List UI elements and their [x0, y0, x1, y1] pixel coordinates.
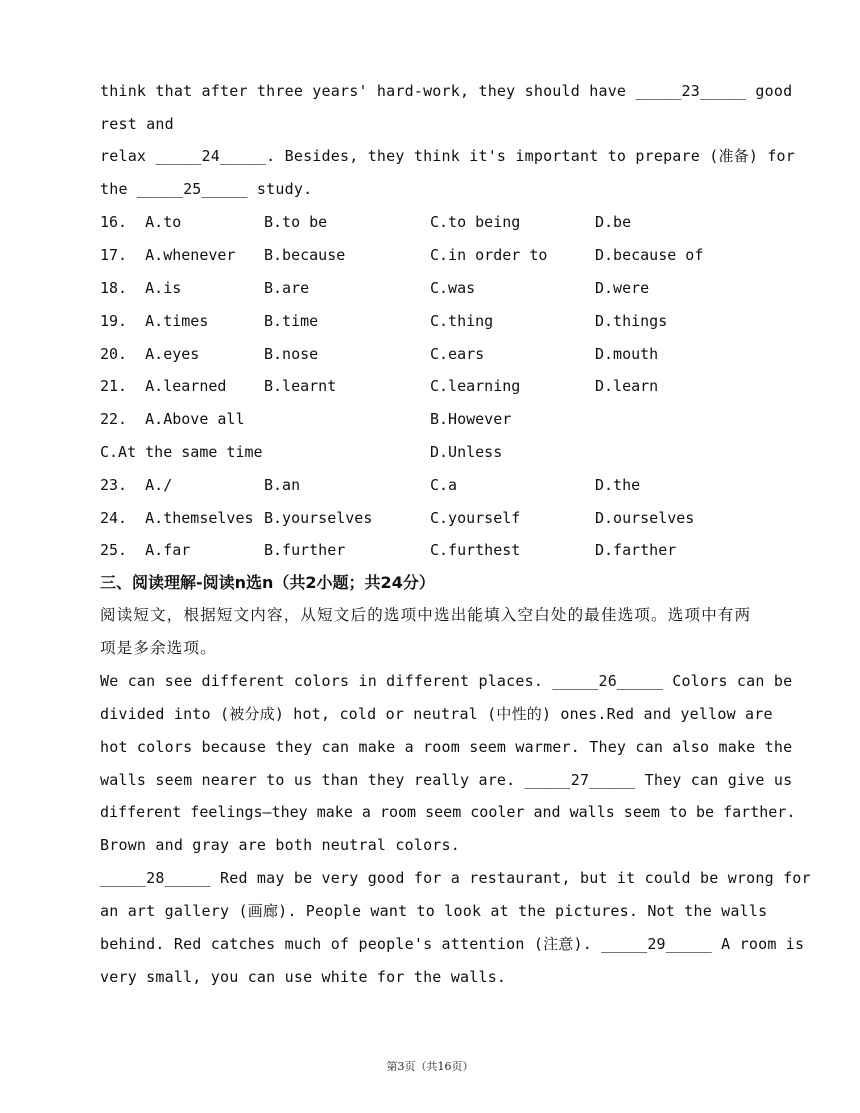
option-b: B.learnt — [264, 377, 337, 395]
option-d: D.because of — [595, 246, 704, 264]
instruction-line: 阅读短文，根据短文内容，从短文后的选项中选出能填入空白处的最佳选项。选项中有两 — [100, 606, 752, 624]
passage-line: We can see different colors in different places. _____26_____ Colors can be — [100, 672, 793, 690]
option-c: C.a — [430, 476, 458, 494]
passage-line: hot colors because they can make a room seem warmer. They can also make the — [100, 738, 793, 756]
question-17-options — [100, 245, 800, 265]
passage-line: the _____25_____ study. — [100, 180, 313, 198]
option-c: C.At the same time — [100, 443, 263, 461]
option-d: D.the — [595, 476, 641, 494]
instruction-line: 项是多余选项。 — [100, 639, 217, 657]
option-c: C.furthest — [430, 541, 521, 559]
passage-line: divided into (被分成) hot, cold or neutral (中性的) ones.Red and yellow are — [100, 705, 773, 723]
option-b: B.because — [264, 246, 346, 264]
option-b: B.yourselves — [264, 509, 373, 527]
question-22-options-row1 — [100, 409, 800, 429]
passage-line: very small, you can use white for the walls. — [100, 968, 507, 986]
option-c: C.in order to — [430, 246, 548, 264]
option-b: B.to be — [264, 213, 328, 231]
section-heading: 三、阅读理解-阅读n选n（共2小题；共24分） — [100, 573, 435, 592]
question-16-options — [100, 212, 800, 232]
passage-line: think that after three years' hard-work, they should have _____23_____ good — [100, 82, 793, 100]
question-number: 17. A.whenever — [100, 246, 236, 264]
passage-line: Brown and gray are both neutral colors. — [100, 836, 460, 854]
question-21-options — [100, 376, 800, 396]
option-b: B.an — [264, 476, 301, 494]
option-c: C.learning — [430, 377, 521, 395]
question-number: 20. A.eyes — [100, 345, 200, 363]
option-c: C.was — [430, 279, 476, 297]
option-c: C.yourself — [430, 509, 521, 527]
option-d: D.things — [595, 312, 668, 330]
passage-line: rest and — [100, 115, 174, 133]
passage-line: relax _____24_____. Besides, they think it's important to prepare (准备) for — [100, 147, 796, 165]
option-b: B.are — [264, 279, 310, 297]
option-d: D.ourselves — [595, 509, 695, 527]
passage-line: an art gallery (画廊). People want to look at the pictures. Not the walls — [100, 902, 768, 920]
option-b: B.time — [264, 312, 319, 330]
option-c: C.thing — [430, 312, 494, 330]
question-24-options — [100, 508, 800, 528]
option-d: D.were — [595, 279, 650, 297]
option-d: D.Unless — [430, 443, 503, 461]
question-25-options — [100, 540, 800, 560]
question-number: 23. A./ — [100, 476, 173, 494]
question-number: 22. A.Above all — [100, 410, 245, 428]
question-18-options — [100, 278, 800, 298]
option-d: D.farther — [595, 541, 677, 559]
question-20-options — [100, 344, 800, 364]
question-number: 16. A.to — [100, 213, 182, 231]
question-number: 21. A.learned — [100, 377, 227, 395]
question-number: 18. A.is — [100, 279, 182, 297]
option-b: B.However — [430, 410, 512, 428]
question-number: 24. A.themselves — [100, 509, 254, 527]
option-b: B.nose — [264, 345, 319, 363]
option-d: D.learn — [595, 377, 659, 395]
passage-line: _____28_____ Red may be very good for a restaurant, but it could be wrong for — [100, 869, 811, 887]
passage-line: different feelings—they make a room seem cooler and walls seem to be farther. — [100, 803, 796, 821]
question-number: 25. A.far — [100, 541, 191, 559]
option-b: B.further — [264, 541, 346, 559]
passage-line: walls seem nearer to us than they really are. _____27_____ They can give us — [100, 771, 793, 789]
question-23-options — [100, 475, 800, 495]
option-c: C.to being — [430, 213, 521, 231]
question-number: 19. A.times — [100, 312, 209, 330]
passage-line: behind. Red catches much of people's attention (注意). _____29_____ A room is — [100, 935, 805, 953]
question-19-options — [100, 311, 800, 331]
option-d: D.be — [595, 213, 632, 231]
option-d: D.mouth — [595, 345, 659, 363]
question-22-options-row2 — [100, 442, 800, 462]
page-footer: 第3页（共16页） — [386, 1060, 474, 1073]
option-c: C.ears — [430, 345, 485, 363]
